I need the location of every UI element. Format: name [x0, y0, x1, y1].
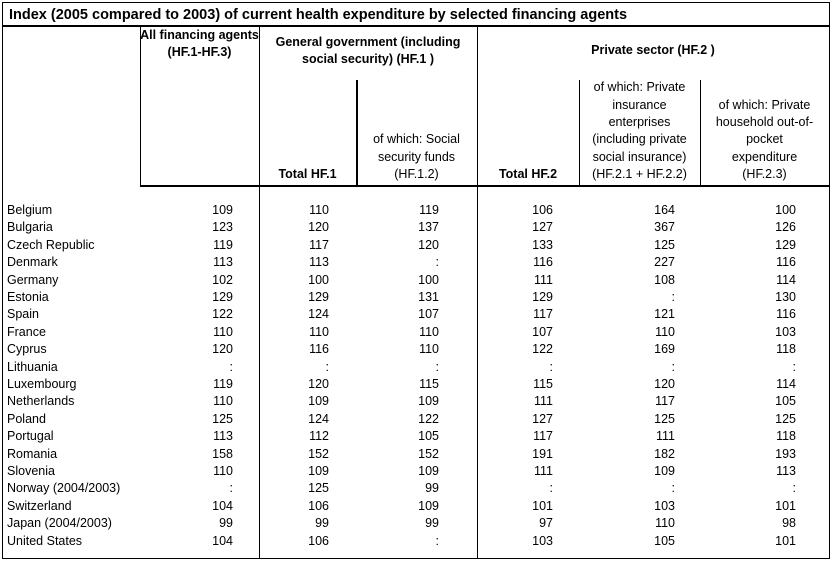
cell-total-hf1: 116 [309, 342, 329, 357]
cell-all-agents: 104 [212, 533, 233, 548]
cell-country: Cyprus [7, 342, 47, 357]
cell-ssf: 100 [418, 272, 439, 287]
cell-total-hf2: 111 [533, 272, 553, 287]
cell-all-agents: 119 [213, 237, 233, 252]
cell-total-hf2: 117 [533, 307, 553, 322]
cell-total-hf1: 113 [309, 255, 329, 270]
cell-country: Luxembourg [7, 377, 77, 391]
table-row [3, 324, 829, 341]
cell-insurance: 108 [654, 272, 675, 287]
cell-country: Netherlands [7, 394, 75, 409]
header-ssf-line: security funds [377, 149, 456, 164]
cell-all-agents: 129 [212, 290, 233, 304]
cell-oop: : [792, 359, 796, 374]
cell-all-agents: 110 [213, 324, 233, 339]
cell-total-hf1: 124 [308, 411, 329, 426]
cell-country: Switzerland [7, 498, 72, 513]
cell-total-hf2: 133 [532, 237, 553, 252]
cell-insurance: 227 [654, 255, 675, 270]
cell-insurance: 110 [655, 324, 675, 339]
table-row [3, 289, 829, 306]
cell-total-hf1: 120 [308, 220, 329, 235]
header-total-hf1: Total HF.1 [278, 167, 337, 181]
cell-total-hf2: 106 [532, 203, 553, 217]
cell-total-hf1: 106 [308, 498, 329, 513]
cell-oop: 118 [776, 342, 796, 357]
cell-insurance: 164 [654, 203, 675, 217]
cell-ssf: 109 [418, 498, 439, 513]
table-row [3, 498, 829, 515]
cell-country: Denmark [7, 255, 58, 270]
cell-total-hf1: 109 [308, 394, 329, 409]
table-title: Index (2005 compared to 2003) of current health expenditure by selected financing agents [9, 7, 628, 23]
cell-all-agents: 119 [213, 377, 233, 391]
cell-insurance: 103 [654, 498, 675, 513]
header-divider [140, 185, 829, 187]
cell-total-hf1: 110 [309, 203, 329, 217]
cell-all-agents: 113 [213, 429, 233, 444]
table-row [3, 376, 829, 393]
cell-all-agents: 113 [213, 255, 233, 270]
cell-insurance: : [671, 481, 675, 496]
cell-oop: 114 [776, 377, 796, 391]
cell-insurance: 182 [654, 446, 675, 461]
cell-all-agents: 120 [212, 342, 233, 357]
cell-all-agents: 122 [212, 307, 233, 322]
cell-ssf: 105 [418, 429, 439, 444]
cell-ssf: 99 [425, 481, 439, 496]
cell-total-hf1: 99 [315, 516, 329, 531]
cell-ssf: 115 [419, 377, 439, 391]
cell-oop: 103 [775, 324, 796, 339]
cell-country: Portugal [7, 429, 54, 444]
table-row [3, 306, 829, 323]
header-all-agents: All financing agents (HF.1-HF.3) [140, 28, 259, 59]
cell-country: Romania [7, 446, 58, 461]
cell-total-hf1: 112 [309, 429, 329, 444]
cell-all-agents: 109 [212, 203, 233, 217]
cell-ssf: 110 [419, 342, 439, 357]
cell-ssf: 119 [419, 203, 439, 217]
cell-oop: 118 [776, 429, 796, 444]
cell-total-hf2: 129 [532, 290, 553, 304]
cell-country: Germany [7, 272, 59, 287]
cell-oop: 116 [776, 307, 796, 322]
cell-insurance: 367 [654, 220, 675, 235]
table-row [3, 480, 829, 497]
cell-insurance: 109 [654, 464, 675, 478]
cell-oop: 129 [775, 237, 796, 252]
cell-total-hf1: 110 [309, 324, 329, 339]
header-private-sector: Private sector (HF.2 ) [591, 43, 715, 57]
cell-country: United States [7, 533, 83, 548]
cell-country: Spain [7, 307, 39, 322]
cell-total-hf2: 116 [533, 255, 553, 270]
cell-total-hf2: : [549, 481, 553, 496]
cell-oop: 101 [775, 498, 796, 513]
table-row [3, 254, 829, 271]
cell-oop: 125 [775, 411, 796, 426]
table-row [3, 359, 829, 376]
cell-total-hf2: 101 [532, 498, 553, 513]
cell-insurance: 111 [655, 429, 675, 444]
cell-total-hf2: 103 [532, 533, 553, 548]
cell-oop: 116 [776, 255, 796, 270]
cell-total-hf1: 124 [308, 307, 329, 322]
cell-insurance: 120 [654, 377, 675, 391]
cell-all-agents: 123 [212, 220, 233, 235]
header-insurance-line: enterprises [608, 115, 671, 129]
header-oop-line: (HF.2.3) [742, 167, 787, 181]
cell-total-hf2: 111 [533, 394, 553, 409]
cell-total-hf2: 115 [533, 377, 553, 391]
cell-all-agents: : [229, 481, 233, 496]
header-insurance-line: (including private [592, 132, 687, 146]
cell-insurance: : [671, 290, 675, 304]
cell-total-hf1: 109 [308, 464, 329, 478]
cell-ssf: : [435, 359, 439, 374]
cell-ssf: : [435, 255, 439, 270]
table-row [3, 515, 829, 532]
cell-total-hf2: 191 [532, 446, 553, 461]
table-row [3, 533, 829, 550]
cell-ssf: 131 [418, 290, 439, 304]
table-row [3, 393, 829, 410]
cell-oop: 193 [775, 446, 796, 461]
cell-all-agents: 110 [213, 394, 233, 409]
cell-oop: 105 [775, 394, 796, 409]
cell-oop: 130 [775, 290, 796, 304]
cell-total-hf2: 107 [532, 324, 553, 339]
table-row [3, 411, 829, 428]
cell-total-hf1: 117 [309, 237, 329, 252]
cell-total-hf1: 100 [308, 272, 329, 287]
cell-insurance: : [671, 359, 675, 374]
header-oop-line: pocket [746, 132, 783, 146]
cell-all-agents: : [229, 359, 233, 374]
cell-all-agents: 110 [213, 464, 233, 478]
header-ssf-line: (HF.1.2) [394, 167, 439, 181]
cell-ssf: 109 [418, 464, 439, 478]
header-insurance-line: (HF.2.1 + HF.2.2) [592, 167, 687, 181]
cell-all-agents: 158 [212, 446, 233, 461]
header-insurance-line: social insurance) [592, 149, 687, 164]
cell-total-hf1: 120 [308, 377, 329, 391]
table-row [3, 202, 829, 219]
cell-insurance: 117 [655, 394, 675, 409]
header-oop-line: household out-of- [715, 115, 814, 129]
cell-insurance: 105 [654, 533, 675, 548]
cell-oop: 100 [775, 203, 796, 217]
cell-oop: 98 [782, 516, 796, 531]
cell-oop: 113 [776, 464, 796, 478]
cell-total-hf1: 152 [308, 446, 329, 461]
cell-ssf: 120 [418, 237, 439, 252]
cell-country: Bulgaria [7, 220, 53, 235]
cell-oop: 101 [775, 533, 796, 548]
cell-total-hf1: 129 [308, 290, 329, 304]
cell-ssf: 107 [418, 307, 439, 322]
cell-country: Belgium [7, 203, 53, 217]
cell-insurance: 125 [654, 237, 675, 252]
cell-insurance: 169 [654, 342, 675, 357]
cell-oop: 114 [776, 272, 796, 287]
table-row [3, 446, 829, 463]
cell-total-hf1: : [325, 359, 329, 374]
cell-country: Norway (2004/2003) [7, 481, 121, 496]
cell-country: Estonia [7, 290, 49, 304]
cell-total-hf2: 97 [539, 516, 553, 531]
cell-total-hf2: : [549, 359, 553, 374]
table-row [3, 272, 829, 289]
header-oop-line: of which: Private [718, 97, 811, 112]
cell-total-hf2: 127 [532, 220, 553, 235]
table-row [3, 341, 829, 358]
cell-all-agents: 125 [212, 411, 233, 426]
cell-total-hf2: 111 [533, 464, 553, 478]
cell-all-agents: 99 [219, 516, 233, 531]
title-divider [3, 25, 829, 27]
cell-insurance: 121 [654, 307, 675, 322]
cell-country: Japan (2004/2003) [7, 516, 112, 531]
header-oop-line: expenditure [731, 149, 798, 164]
table-row [3, 237, 829, 254]
table-row [3, 219, 829, 236]
cell-all-agents: 102 [212, 272, 233, 287]
cell-insurance: 125 [654, 411, 675, 426]
cell-ssf: 122 [418, 411, 439, 426]
cell-country: Czech Republic [7, 237, 95, 252]
cell-total-hf2: 122 [532, 342, 553, 357]
cell-total-hf1: 106 [308, 533, 329, 548]
cell-country: Poland [7, 411, 46, 426]
table-row [3, 463, 829, 480]
cell-country: France [7, 324, 46, 339]
header-ssf-line: of which: Social [373, 132, 460, 146]
cell-ssf: 152 [418, 446, 439, 461]
header-total-hf2: Total HF.2 [498, 167, 558, 181]
cell-ssf: 137 [418, 220, 439, 235]
header-insurance-line: insurance [612, 97, 667, 112]
cell-oop: 126 [775, 220, 796, 235]
cell-ssf: : [435, 533, 439, 548]
cell-total-hf2: 117 [533, 429, 553, 444]
cell-ssf: 109 [418, 394, 439, 409]
cell-ssf: 110 [419, 324, 439, 339]
cell-total-hf1: 125 [308, 481, 329, 496]
cell-ssf: 99 [425, 516, 439, 531]
cell-country: Slovenia [7, 464, 55, 478]
header-insurance-line: of which: Private [593, 80, 686, 94]
data-table [2, 2, 830, 559]
cell-total-hf2: 127 [532, 411, 553, 426]
table-row [3, 428, 829, 445]
header-general-government: General government (including social security) (HF.1 ) [275, 35, 461, 66]
cell-all-agents: 104 [212, 498, 233, 513]
cell-oop: : [792, 481, 796, 496]
cell-country: Lithuania [7, 359, 58, 374]
cell-insurance: 110 [655, 516, 675, 531]
